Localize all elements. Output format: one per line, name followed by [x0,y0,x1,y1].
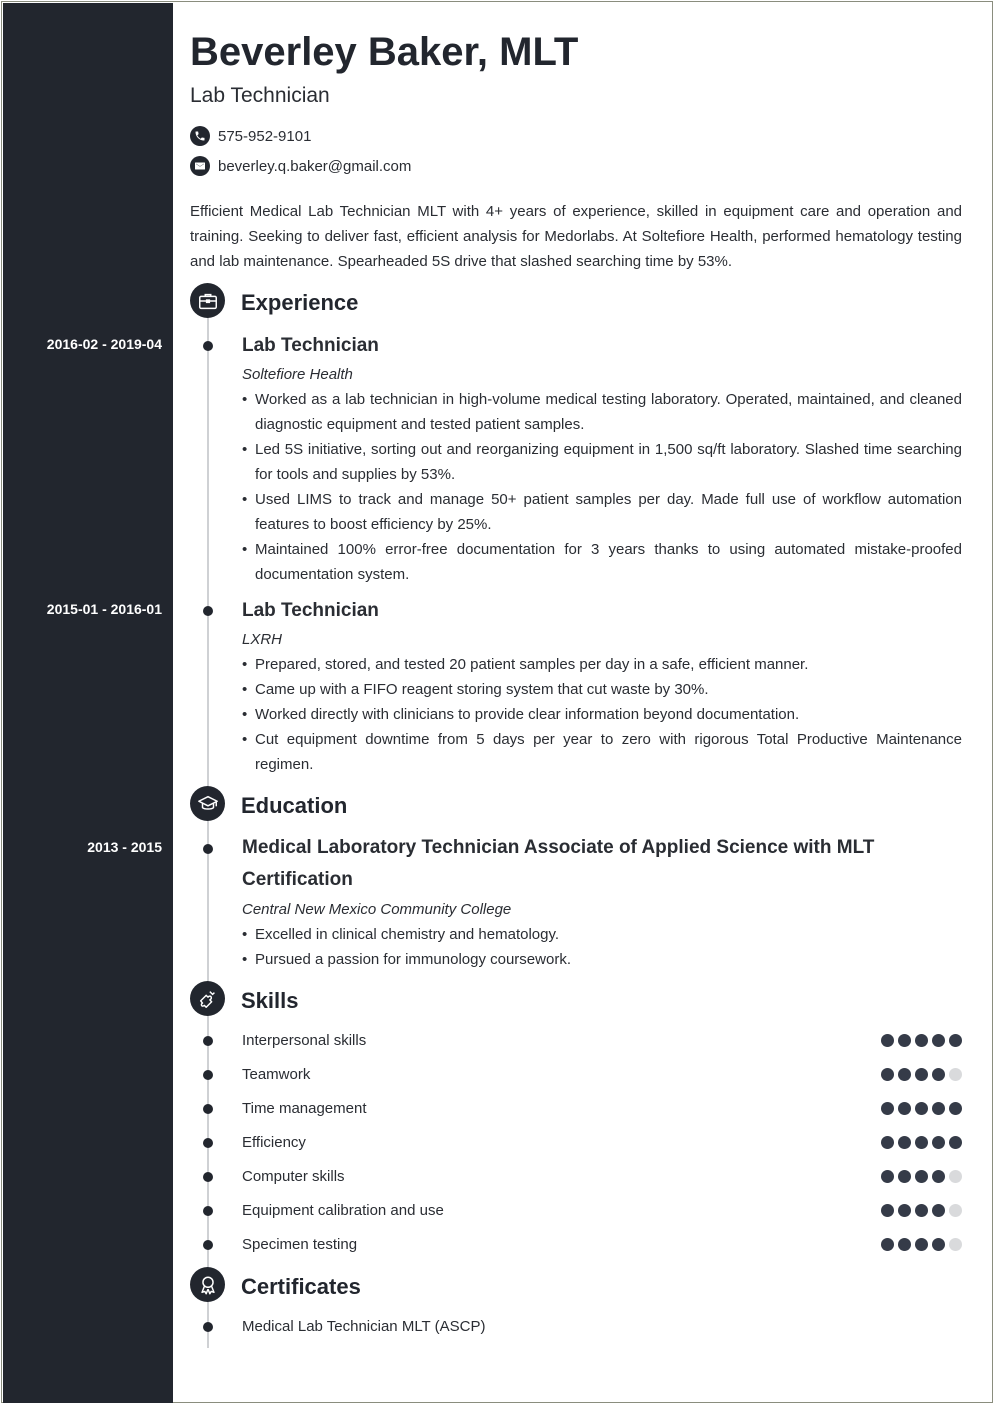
candidate-title: Lab Technician [190,84,330,107]
list-item: • Worked as a lab technician in high-volume medical testing laboratory. Operated, maintained, and cleaned diagnostic equipment and tested patient samples. [242,387,962,437]
skill-rating [881,1204,962,1217]
rating-dot-filled [881,1068,894,1081]
timeline-dot [203,1104,213,1114]
briefcase-icon [190,283,225,318]
rating-dot-filled [915,1136,928,1149]
email-text[interactable]: beverley.q.baker@gmail.com [218,157,412,175]
skill-rating [881,1068,962,1081]
section-title-certificates: Certificates [241,1274,361,1299]
graduation-cap-icon [190,786,225,821]
experience-timeline [207,300,209,790]
skill-rating [881,1034,962,1047]
experience-bullets [242,387,962,587]
rating-dot-filled [898,1204,911,1217]
rating-dot-filled [932,1238,945,1251]
timeline-dot [203,1240,213,1250]
rating-dot-filled [881,1238,894,1251]
experience-dates: 2016-02 - 2019-04 [46,336,162,352]
certificate-item: Medical Lab Technician MLT (ASCP) [242,1318,486,1335]
list-item: • Prepared, stored, and tested 20 patient samples per day in a safe, efficient manner. [242,652,962,677]
rating-dot-filled [915,1238,928,1251]
skill-name: Interpersonal skills [242,1032,367,1049]
timeline-dot [203,606,213,616]
rating-dot-empty [949,1204,962,1217]
education-degree: Medical Laboratory Technician Associate of Applied Science with MLT Certification [242,837,875,890]
timeline-dot [203,1322,213,1332]
skill-rating [881,1238,962,1251]
timeline-dot [203,1138,213,1148]
experience-title: Lab Technician [242,335,379,356]
skill-rating [881,1102,962,1115]
timeline-dot [203,1172,213,1182]
list-item: • Maintained 100% error-free documentation for 3 years thanks to using automated mistake-proofed documentation system. [242,537,962,587]
rating-dot-filled [949,1136,962,1149]
rating-dot-filled [932,1204,945,1217]
phone-icon [190,126,210,146]
skill-rating [881,1170,962,1183]
section-title-education: Education [241,793,348,818]
skill-name: Time management [242,1100,367,1117]
rating-dot-filled [915,1034,928,1047]
phone-text: 575-952-9101 [218,127,312,145]
rating-dot-filled [898,1238,911,1251]
summary: Efficient Medical Lab Technician MLT with 4+ years of experience, skilled in equipment care and operation and training. Seeking to deliver fast, efficient analysis for Medorlabs. At Soltefiore Health, performed hematology testing and lab maintenance. Spearheaded 5S drive that slashed searching time by 53%. [190,203,962,270]
rating-dot-filled [915,1170,928,1183]
rating-dot-filled [898,1102,911,1115]
skill-name: Computer skills [242,1168,345,1185]
rating-dot-filled [898,1136,911,1149]
skill-name: Equipment calibration and use [242,1202,444,1219]
rating-dot-filled [932,1136,945,1149]
experience-bullets [242,652,962,777]
section-title-experience: Experience [241,290,359,315]
list-item: • Came up with a FIFO reagent storing system that cut waste by 30%. [242,677,962,702]
rating-dot-filled [881,1136,894,1149]
experience-dates: 2015-01 - 2016-01 [46,601,162,617]
puzzle-icon [190,981,225,1016]
rating-dot-filled [932,1034,945,1047]
rating-dot-filled [881,1034,894,1047]
skill-rating [881,1136,962,1149]
timeline-dot [203,1206,213,1216]
timeline-dot [203,1070,213,1080]
list-item: • Worked directly with clinicians to provide clear information beyond documentation. [242,702,962,727]
contact-email [190,156,411,176]
rating-dot-filled [932,1102,945,1115]
rating-dot-filled [932,1170,945,1183]
skill-name: Specimen testing [242,1236,358,1253]
experience-company: Soltefiore Health [242,366,353,383]
sidebar [3,3,173,1403]
timeline-dot [203,341,213,351]
education-timeline [207,803,209,983]
rating-dot-filled [898,1170,911,1183]
timeline-dot [203,844,213,854]
candidate-name: Beverley Baker, MLT [190,30,579,74]
rating-dot-filled [915,1068,928,1081]
education-bullets [242,922,962,972]
rating-dot-filled [949,1102,962,1115]
rating-dot-filled [915,1204,928,1217]
timeline-dot [203,1036,213,1046]
education-dates: 2013 - 2015 [87,839,162,855]
rating-dot-empty [949,1170,962,1183]
rating-dot-filled [881,1102,894,1115]
list-item: • Used LIMS to track and manage 50+ patient samples per day. Made full use of workflow automation features to boost efficiency by 25%. [242,487,962,537]
rating-dot-filled [949,1034,962,1047]
education-school: Central New Mexico Community College [242,901,512,918]
rating-dot-filled [881,1170,894,1183]
list-item: • Led 5S initiative, sorting out and reorganizing equipment in 1,500 sq/ft laboratory. Slashed time searching for tools and supplies by 53%. [242,437,962,487]
rating-dot-empty [949,1238,962,1251]
rating-dot-empty [949,1068,962,1081]
experience-company: LXRH [242,631,283,648]
list-item: • Cut equipment downtime from 5 days per year to zero with rigorous Total Productive Maintenance regimen. [242,727,962,777]
list-item: • Pursued a passion for immunology coursework. [242,947,962,972]
experience-title: Lab Technician [242,600,379,621]
rating-dot-filled [898,1068,911,1081]
rating-dot-filled [932,1068,945,1081]
skill-name: Efficiency [242,1134,306,1151]
email-icon [190,156,210,176]
award-ribbon-icon [190,1267,225,1302]
list-item: • Excelled in clinical chemistry and hematology. [242,922,962,947]
rating-dot-filled [915,1102,928,1115]
contact-phone [190,126,311,146]
rating-dot-filled [898,1034,911,1047]
skill-name: Teamwork [242,1066,311,1083]
section-title-skills: Skills [241,988,299,1013]
rating-dot-filled [881,1204,894,1217]
